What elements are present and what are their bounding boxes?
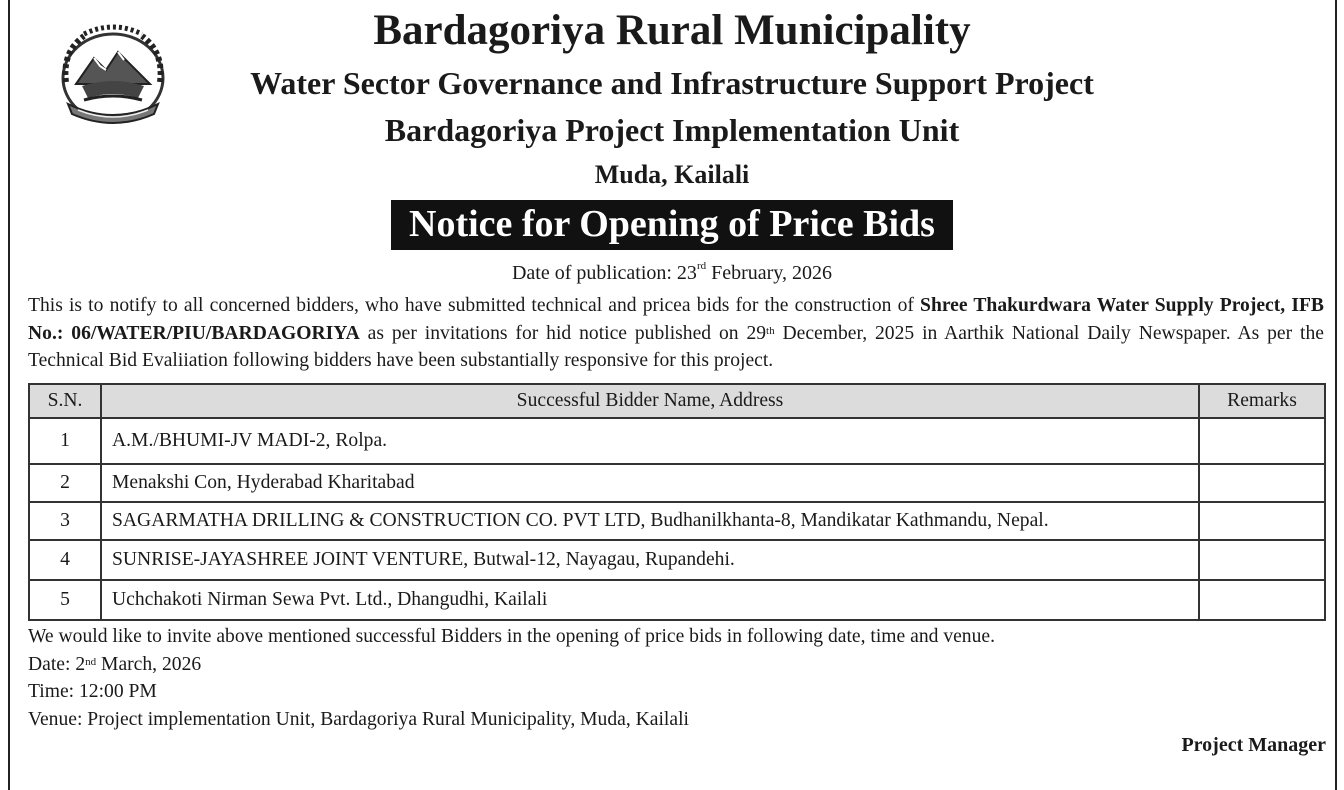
remarks-cell xyxy=(1199,502,1325,540)
organization-title: Bardagoriya Rural Municipality xyxy=(373,7,971,54)
bidder-name: A.M./BHUMI-JV MADI-2, Rolpa. xyxy=(101,418,1199,464)
bidder-name: SUNRISE-JAYASHREE JOINT VENTURE, Butwal-12, Nayagau, Rupandehi. xyxy=(101,540,1199,580)
table-row xyxy=(29,540,1325,580)
unit-title: Bardagoriya Project Implementation Unit xyxy=(384,112,960,148)
opening-date: Date: 2nd March, 2026 xyxy=(28,653,202,675)
column-header: Remarks xyxy=(1199,384,1325,418)
serial-number: 3 xyxy=(29,502,101,540)
signatory: Project Manager xyxy=(1181,734,1326,756)
column-header: S.N. xyxy=(29,384,101,418)
serial-number: 5 xyxy=(29,580,101,620)
table-row xyxy=(29,464,1325,502)
remarks-cell xyxy=(1199,540,1325,580)
bidder-table xyxy=(28,383,1326,621)
opening-time: Time: 12:00 PM xyxy=(28,681,157,702)
table-header-row xyxy=(29,384,1325,418)
project-reference: Shree Thakurdwara Water Supply Project, IFB No.: 06/WATER/PIU/BARDAGORIYA xyxy=(28,295,1324,344)
opening-venue: Venue: Project implementation Unit, Bardagoriya Rural Municipality, Muda, Kailali xyxy=(28,708,689,730)
table-row xyxy=(29,502,1325,540)
serial-number: 4 xyxy=(29,540,101,580)
bidder-name: Menakshi Con, Hyderabad Kharitabad xyxy=(101,464,1199,502)
table-row xyxy=(29,580,1325,620)
remarks-cell xyxy=(1199,580,1325,620)
column-header: Successful Bidder Name, Address xyxy=(101,384,1199,418)
publication-date: Date of publication: 23rd February, 2026 xyxy=(511,260,833,284)
serial-number: 2 xyxy=(29,464,101,502)
location-title: Muda, Kailali xyxy=(594,160,750,189)
remarks-cell xyxy=(1199,418,1325,464)
table-row xyxy=(29,418,1325,464)
invite-text: We would like to invite above mentioned successful Bidders in the opening of price bids in following date, time and venue. xyxy=(28,626,996,647)
bidder-name: Uchchakoti Nirman Sewa Pvt. Ltd., Dhangudhi, Kailali xyxy=(101,580,1199,620)
schedule-block xyxy=(28,623,995,733)
project-title: Water Sector Governance and Infrastructure Support Project xyxy=(250,65,1094,101)
remarks-cell xyxy=(1199,464,1325,502)
notice-heading: Notice for Opening of Price Bids xyxy=(391,200,953,250)
bidder-name: SAGARMATHA DRILLING & CONSTRUCTION CO. PVT LTD, Budhanilkhanta-8, Mandikatar Kathmandu, Nepal. xyxy=(101,502,1199,540)
intro-paragraph: This is to notify to all concerned bidders, who have submitted technical and pricea bids for the construction of Shree Thakurdwara Water Supply Project, IFB No.: 06/WATER/PIU/BARDAGORIYA as per invitations for hid notice published on 29th December, 2025 in Aarthik National Daily Newspaper. As per the Technical Bid Evaliiation following bidders have been substantially responsive for this project. xyxy=(28,295,1324,371)
serial-number: 1 xyxy=(29,418,101,464)
